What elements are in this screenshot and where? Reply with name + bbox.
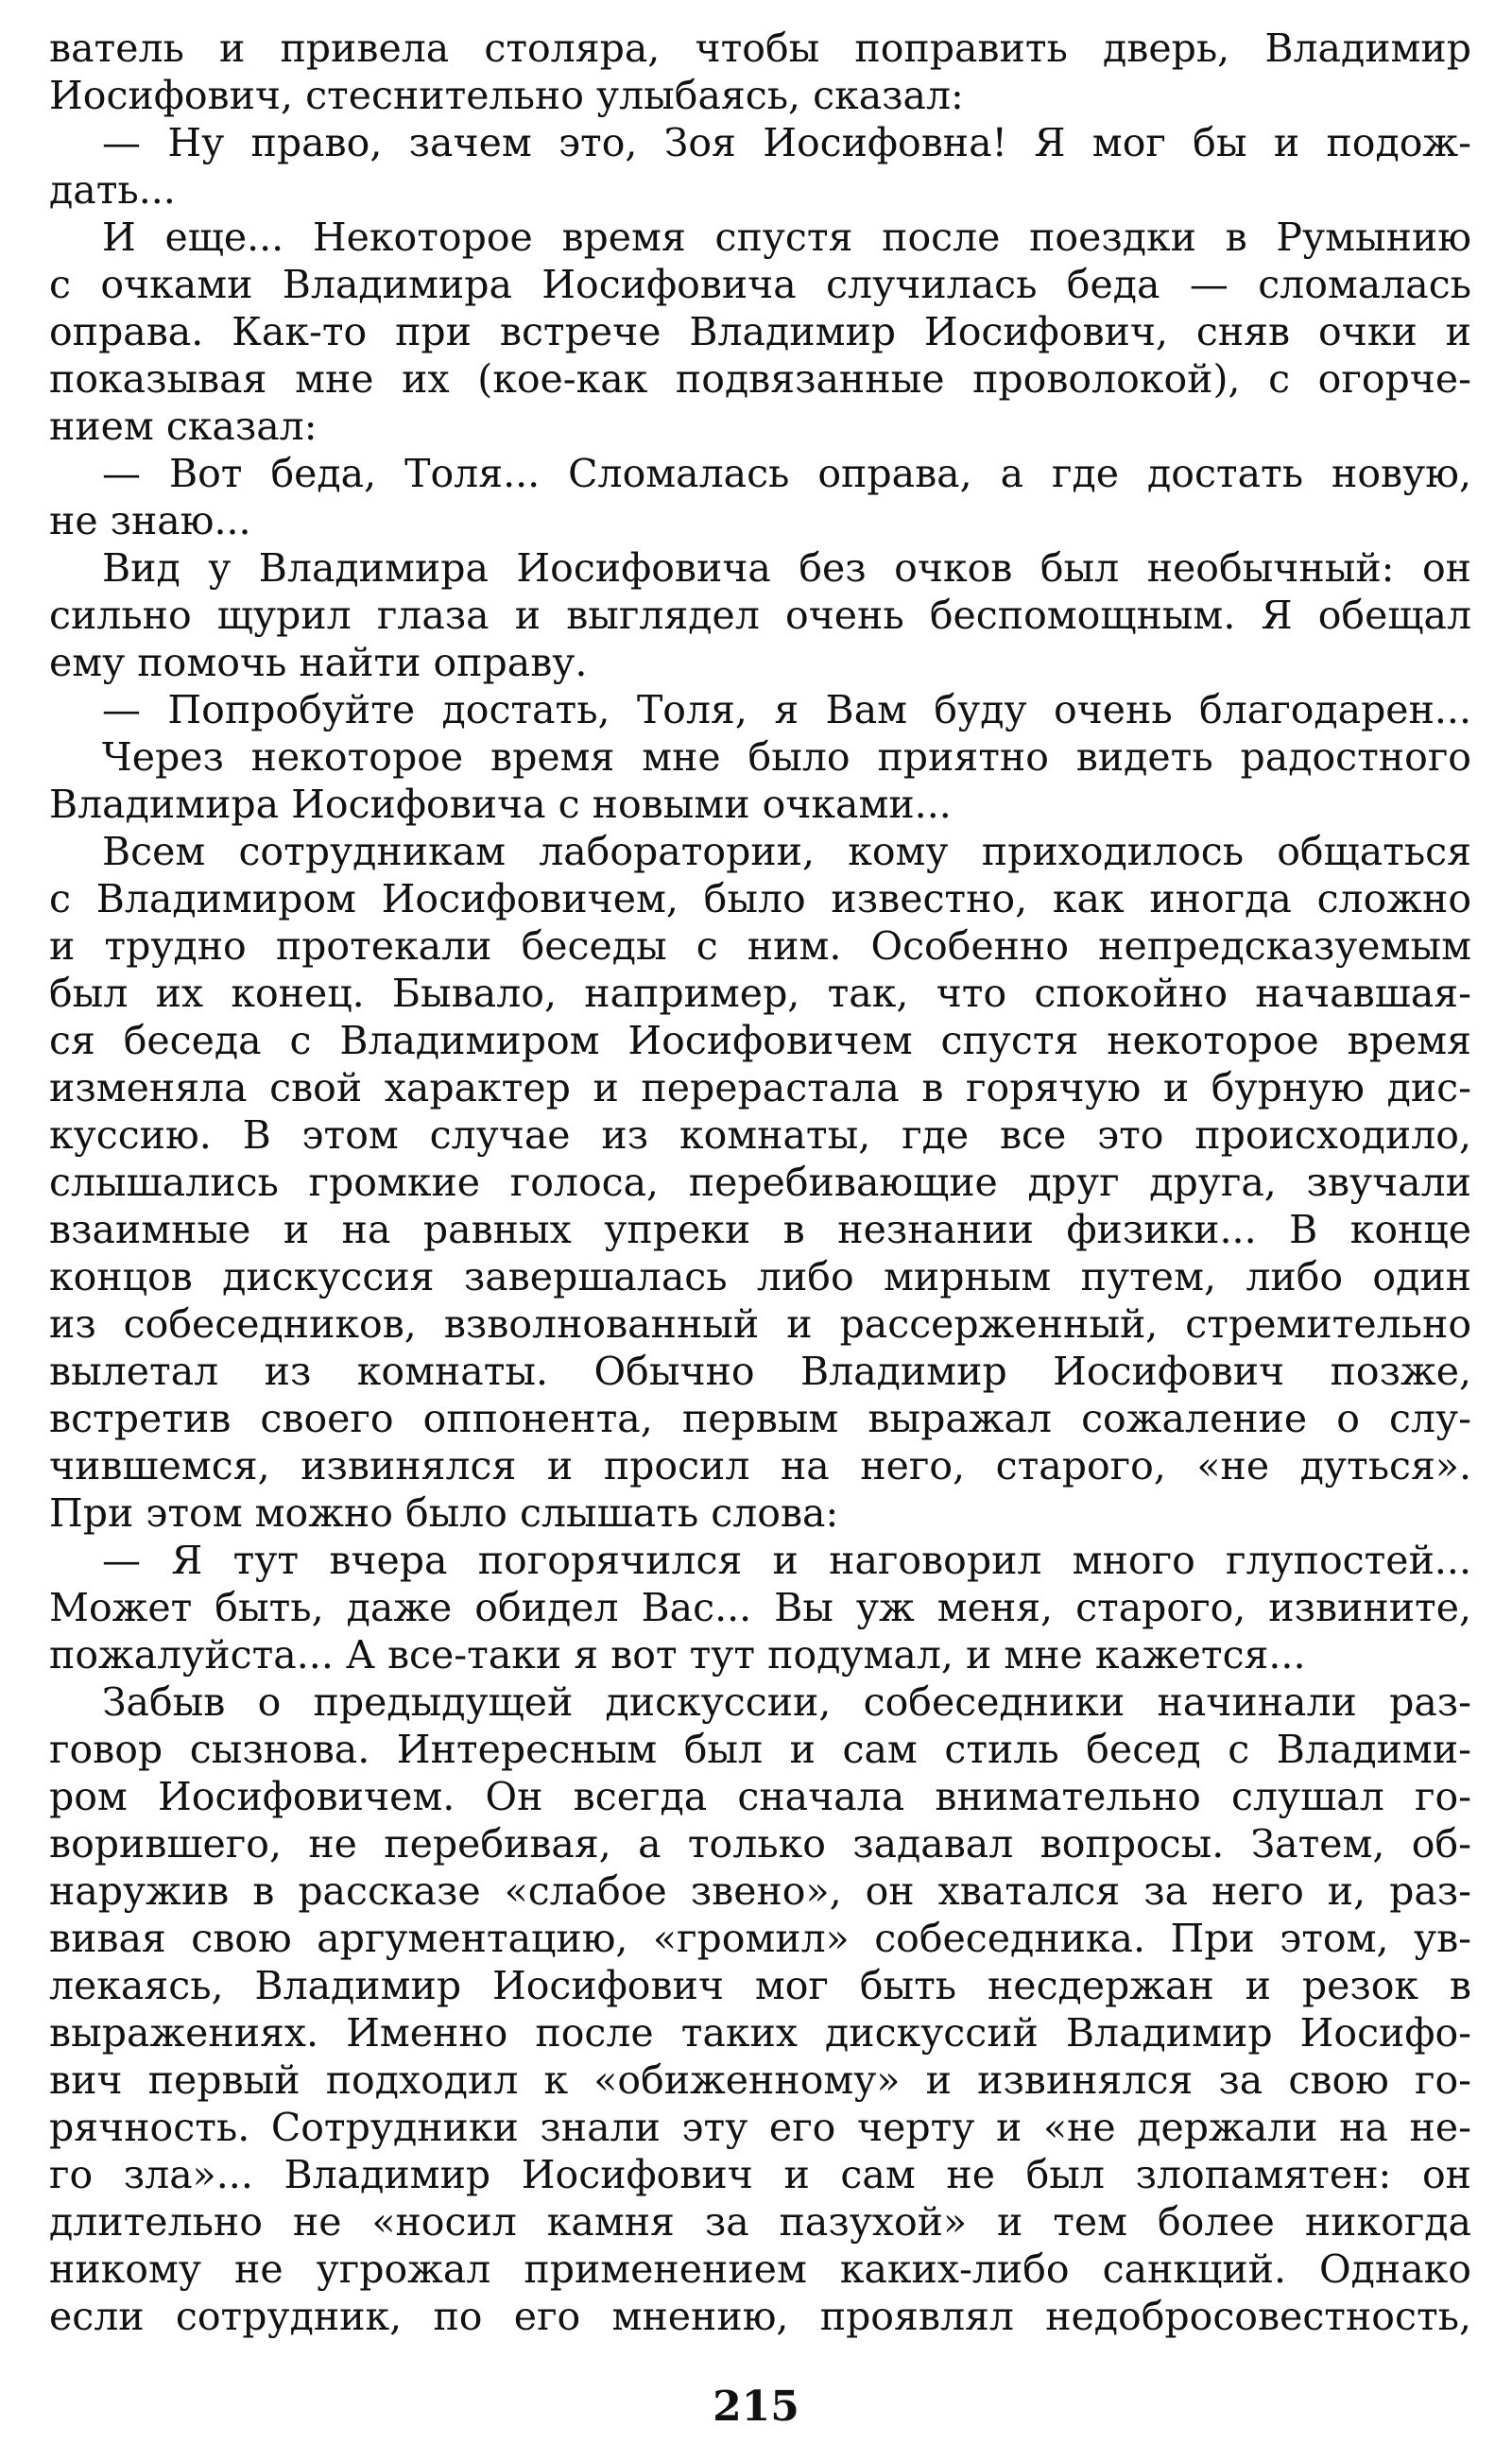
text-line: говор сызнова. Интересным был и сам стиль бесед с Владими- — [49, 1727, 1471, 1772]
text-line: Забыв о предыдущей дискуссии, собеседники начинали раз- — [102, 1679, 1471, 1725]
text-line: с Владимиром Иосифовичем, было известно, как иногда сложно — [49, 876, 1471, 921]
text-line: вич первый подходил к «обиженному» и извинялся за свою го- — [49, 2057, 1471, 2103]
text-line: был их конец. Бывало, например, так, что спокойно начавшая- — [49, 971, 1471, 1016]
text-line: ся беседа с Владимиром Иосифовичем спустя некоторое время — [49, 1018, 1471, 1063]
text-line: го зла»... Владимир Иосифович и сам не был злопамятен: он — [49, 2152, 1471, 2197]
text-line: и трудно протекали беседы с ним. Особенно непредсказуемым — [49, 923, 1471, 969]
text-line: Через некоторое время мне было приятно видеть радостного — [102, 734, 1471, 780]
book-page-text — [49, 25, 1471, 2340]
text-line: ворившего, не перебивая, а только задавал вопросы. Затем, об- — [49, 1821, 1471, 1867]
text-line: слышались громкие голоса, перебивающие друг друга, звучали — [49, 1160, 1471, 1205]
text-line: И еще... Некоторое время спустя после поездки в Румынию — [102, 215, 1471, 260]
text-line: — Попробуйте достать, Толя, я Вам буду очень благодарен... — [102, 687, 1471, 732]
text-line: пожалуйста... А все-таки я вот тут подумал, и мне кажется... — [49, 1632, 1306, 1678]
text-line: При этом можно было слышать слова: — [49, 1490, 839, 1536]
text-line: встретив своего оппонента, первым выражал сожаление о слу- — [49, 1396, 1471, 1441]
text-line: не знаю... — [49, 498, 251, 543]
text-line: дать... — [49, 167, 176, 213]
text-line: лекаясь, Владимир Иосифович мог быть несдержан и резок в — [49, 1963, 1471, 2008]
text-line: оправа. Как-то при встрече Владимир Иосифович, сняв очки и — [49, 309, 1471, 354]
text-line: рячность. Сотрудники знали эту его черту и «не держали на не- — [49, 2105, 1471, 2150]
text-line: — Я тут вчера погорячился и наговорил много глупостей... — [102, 1538, 1471, 1583]
text-line: куссию. В этом случае из комнаты, где все это происходило, — [49, 1112, 1471, 1158]
text-line: изменяла свой характер и перерастала в горячую и бурную дис- — [49, 1065, 1471, 1110]
text-line: наружив в рассказе «слабое звено», он хватался за него и, раз- — [49, 1868, 1471, 1914]
text-line: взаимные и на равных упреки в незнании физики... В конце — [49, 1207, 1471, 1252]
text-line: — Ну право, зачем это, Зоя Иосифовна! Я мог бы и подож- — [102, 120, 1471, 165]
text-line: ром Иосифовичем. Он всегда сначала внимательно слушал го- — [49, 1774, 1471, 1819]
text-line: нием сказал: — [49, 404, 318, 449]
text-line: Владимира Иосифовича с новыми очками... — [49, 782, 952, 827]
text-line: вивая свою аргументацию, «громил» собеседника. При этом, ув- — [49, 1916, 1471, 1961]
text-line: чившемся, извинялся и просил на него, старого, «не дуться». — [49, 1443, 1471, 1489]
text-line: длительно не «носил камня за пазухой» и тем более никогда — [49, 2199, 1471, 2245]
text-line: выражениях. Именно после таких дискуссий Владимир Иосифо- — [49, 2010, 1471, 2056]
text-line: Иосифович, стеснительно улыбаясь, сказал: — [49, 73, 964, 118]
page-number: 215 — [713, 2383, 799, 2431]
text-line: ватель и привела столяра, чтобы поправить дверь, Владимир — [49, 26, 1471, 71]
text-line: концов дискуссия завершалась либо мирным путем, либо один — [49, 1254, 1471, 1299]
text-line: никому не угрожал применением каких-либо санкций. Однако — [49, 2246, 1471, 2292]
text-line: ему помочь найти оправу. — [49, 640, 588, 685]
text-line: — Вот беда, Толя... Сломалась оправа, а где достать новую, — [102, 451, 1471, 496]
text-line: с очками Владимира Иосифовича случилась беда — сломалась — [49, 262, 1471, 307]
text-line: вылетал из комнаты. Обычно Владимир Иосифович позже, — [49, 1349, 1471, 1394]
text-line: показывая мне их (кое-как подвязанные проволокой), с огорче- — [49, 356, 1471, 402]
text-line: из собеседников, взволнованный и рассерженный, стремительно — [49, 1301, 1471, 1347]
text-line: Всем сотрудникам лаборатории, кому приходилось общаться — [102, 829, 1471, 874]
text-line: если сотрудник, по его мнению, проявлял недобросовестность, — [49, 2294, 1471, 2339]
text-line: Вид у Владимира Иосифовича без очков был необычный: он — [102, 545, 1471, 591]
text-line: сильно щурил глаза и выглядел очень беспомощным. Я обещал — [49, 593, 1471, 638]
text-line: Может быть, даже обидел Вас... Вы уж меня, старого, извините, — [49, 1585, 1471, 1630]
